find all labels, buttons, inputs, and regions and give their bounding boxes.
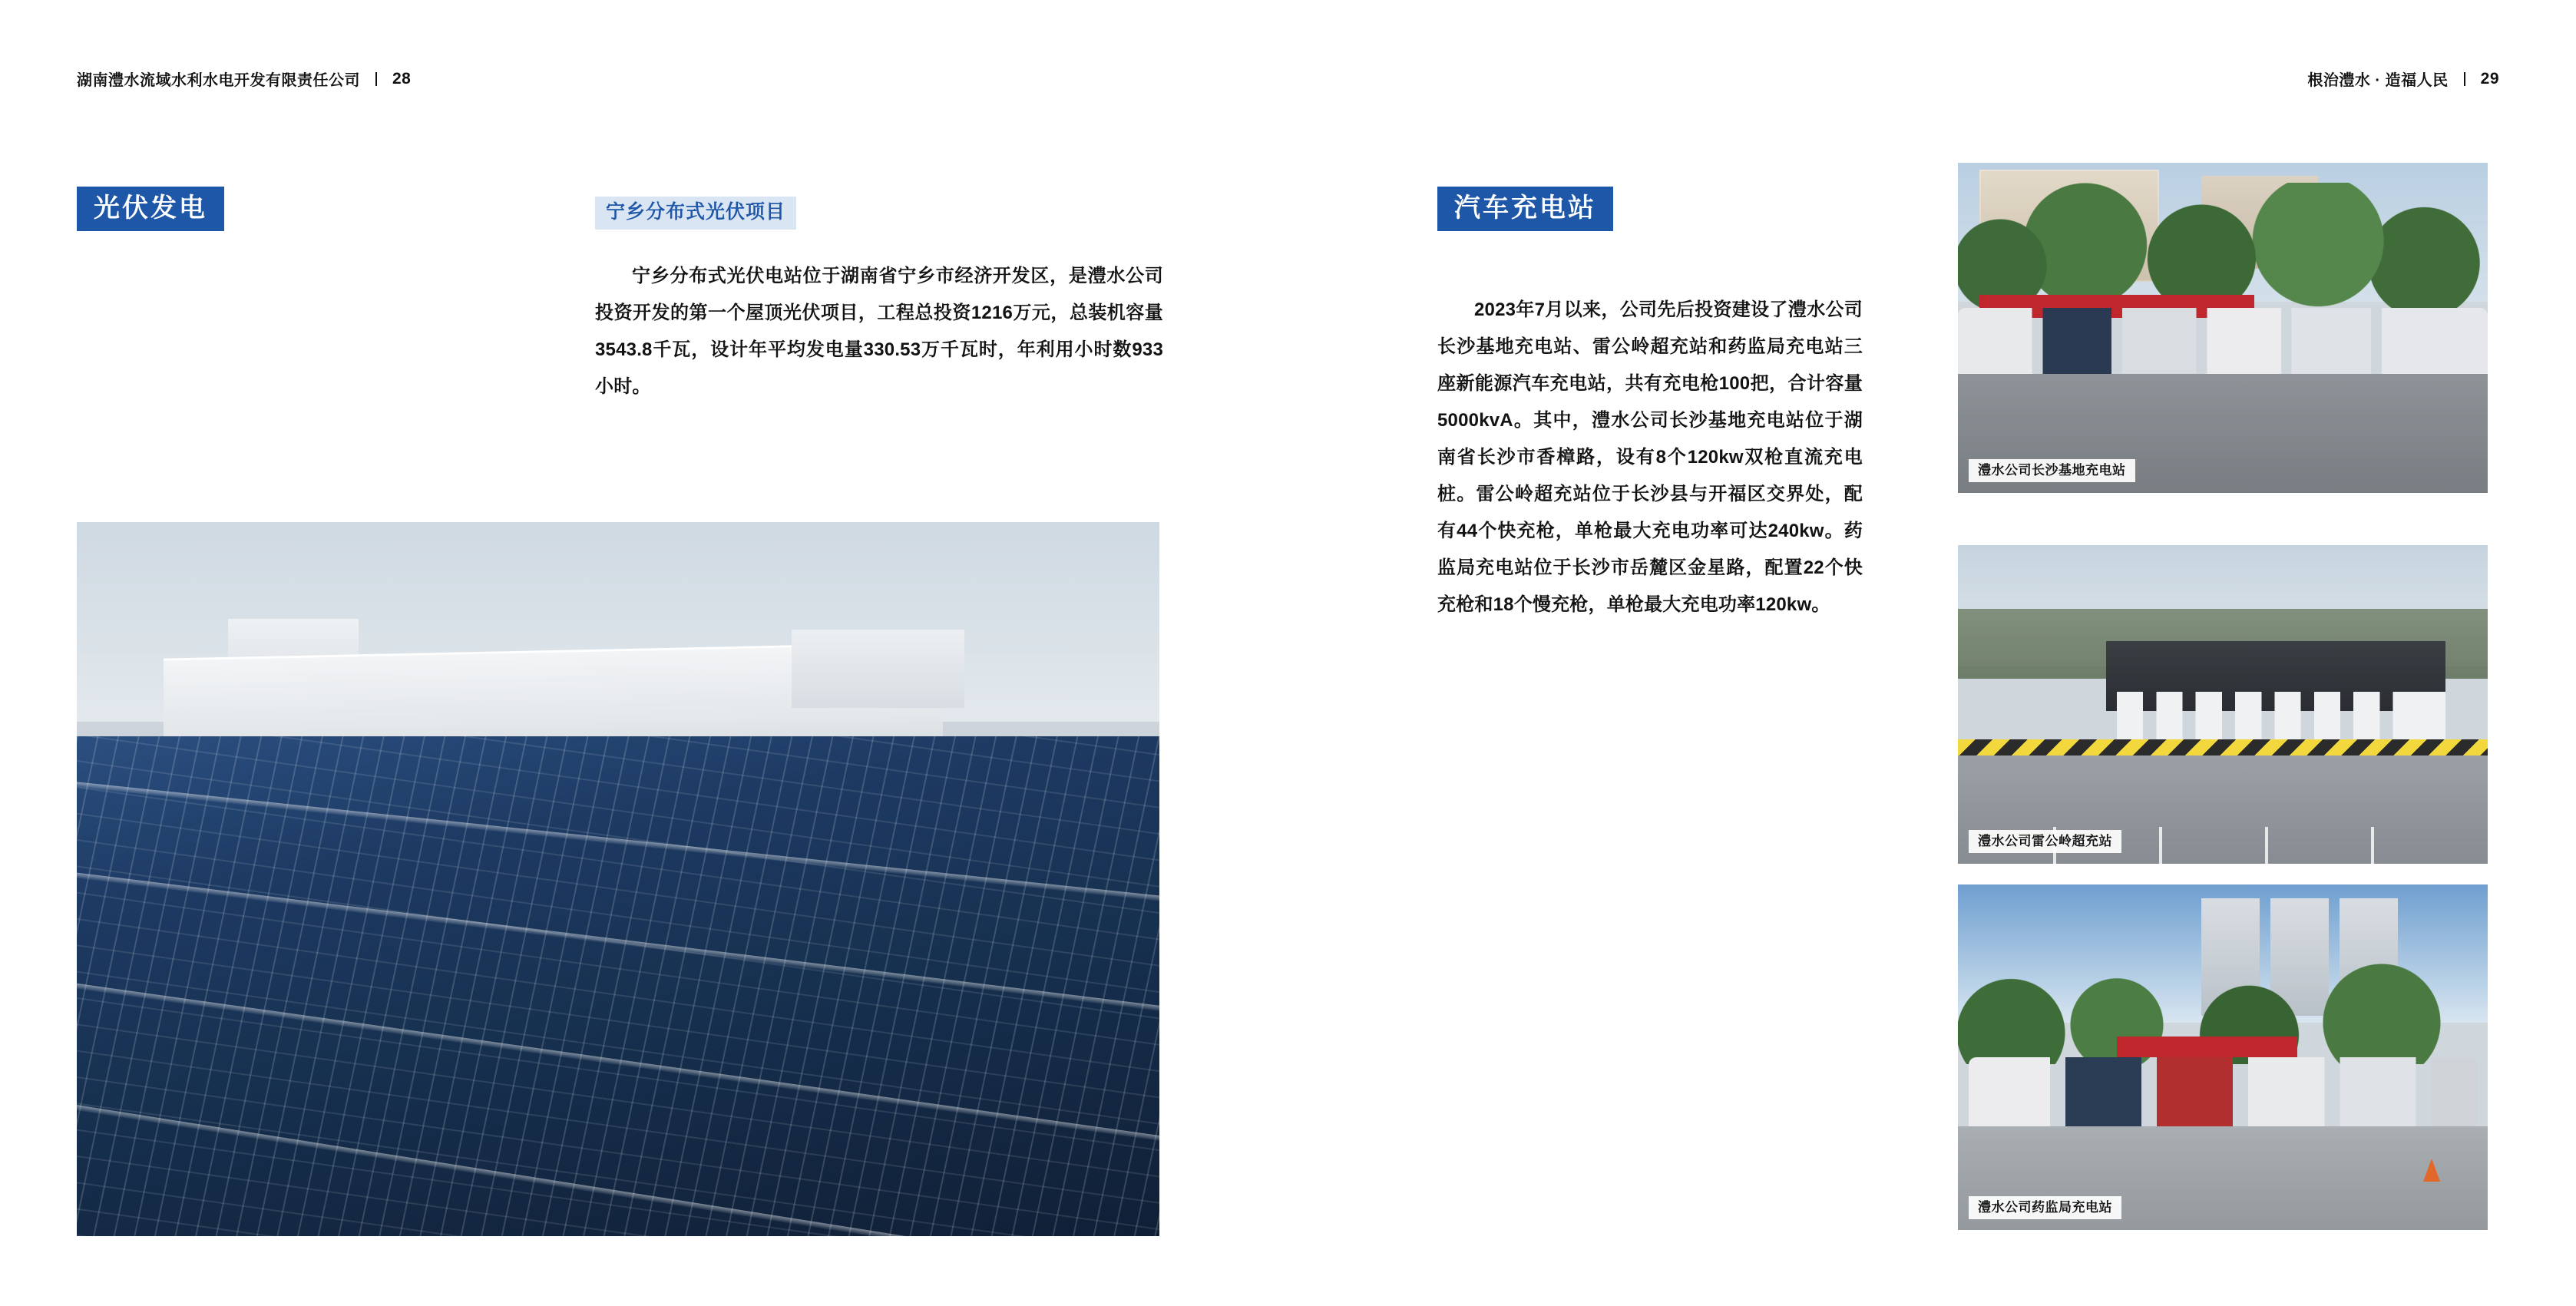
photo2-hazard-curb (1958, 739, 2488, 755)
right-page-number: 29 (2480, 69, 2499, 88)
section-title-photovoltaic: 光伏发电 (77, 187, 224, 231)
photo1-caption: 澧水公司长沙基地充电站 (1969, 459, 2135, 482)
solar-right-building (792, 630, 965, 708)
photo-drug-administration-station (1958, 884, 2488, 1230)
runhead-divider (375, 72, 377, 86)
solar-panel-array (77, 736, 1159, 1236)
runhead-divider (2464, 72, 2465, 86)
photo3-caption: 澧水公司药监局充电站 (1969, 1196, 2121, 1219)
photo3-parked-cars (1969, 1057, 2477, 1133)
photo-leigongling-supercharge-station (1958, 545, 2488, 864)
right-running-head (2307, 68, 2499, 90)
right-body-paragraph: 2023年7月以来，公司先后投资建设了澧水公司长沙基地充电站、雷公岭超充站和药监局充电站三座新能源汽车充电站，共有充电枪100把，合计容量5000kvA。其中，澧水公司长沙基地充电站位于湖南省长沙市香樟路，设有8个120kw双枪直流充电桩。雷公岭超充站位于长沙县与开福区交界处，配有44个快充枪，单枪最大充电功率可达240kw。药监局充电站位于长沙市岳麓区金星路，配置22个快充枪和18个慢充枪，单枪最大充电功率120kw。 (1437, 299, 1863, 615)
left-page-number: 28 (392, 69, 412, 88)
right-running-head-text: 根治澧水 · 造福人民 (2307, 72, 2449, 89)
left-body-paragraph: 宁乡分布式光伏电站位于湖南省宁乡市经济开发区，是澧水公司投资开发的第一个屋顶光伏项目，工程总投资1216万元，总装机容量3543.8千瓦，设计年平均发电量330.53万千瓦时，年利用小时数933小时。 (595, 266, 1163, 397)
photo2-lot-line (2371, 827, 2374, 864)
solar-panel-seam (77, 977, 1159, 1156)
photo3-traffic-cone (2423, 1159, 2440, 1182)
section-title-ev-charging: 汽车充电站 (1437, 187, 1613, 231)
subsection-title-ningxiang: 宁乡分布式光伏项目 (595, 197, 796, 230)
photo2-lot-line (2265, 827, 2268, 864)
solar-panel-seam (77, 866, 1159, 1023)
photo-changsha-base-station (1958, 163, 2488, 493)
right-body-column (1437, 292, 1863, 623)
photo2-lot-line (2159, 827, 2162, 864)
solar-panel-seam (77, 776, 1159, 911)
left-body-column (595, 258, 1163, 405)
left-running-head (77, 68, 411, 90)
left-running-head-text: 湖南澧水流域水利水电开发有限责任公司 (77, 72, 360, 89)
photo2-caption: 澧水公司雷公岭超充站 (1969, 830, 2121, 853)
photo3-red-banner (2117, 1037, 2297, 1057)
photo-solar-rooftop (77, 522, 1159, 1236)
